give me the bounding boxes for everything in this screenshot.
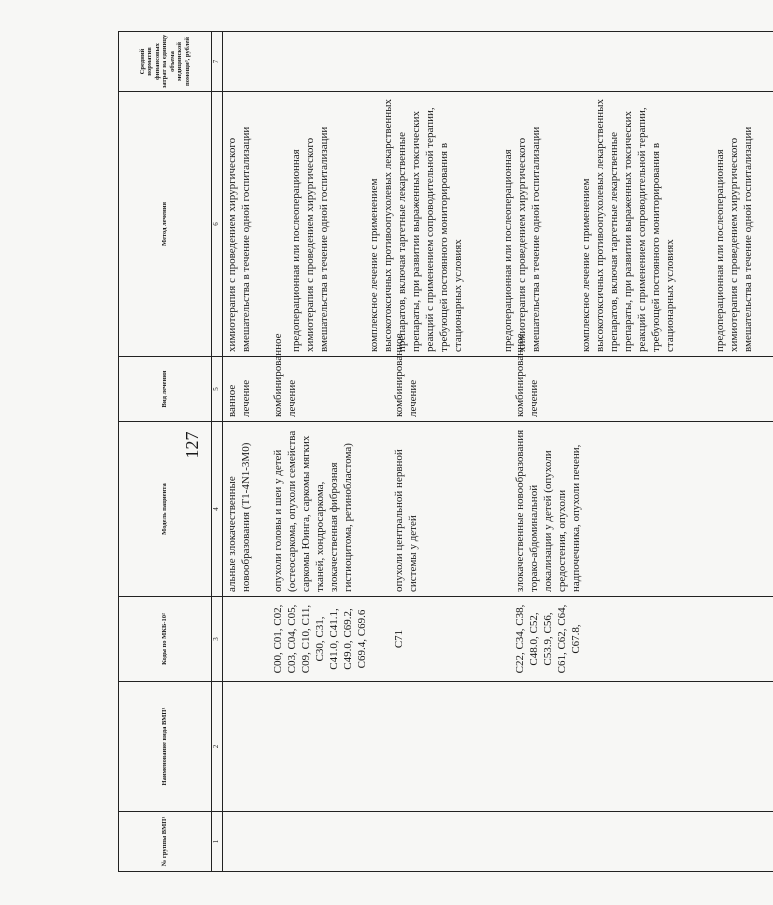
treatment-type: комбинированное лечение bbox=[272, 333, 298, 417]
treatment-method-column bbox=[223, 92, 773, 357]
treatment-type-column bbox=[223, 333, 773, 422]
patient-model-column bbox=[223, 422, 773, 597]
treatment-method: комплексное лечение с применением высокотоксичных противоопухолевых лекарственных препаратов, включая таргетные лекарственные препараты, при развитии выраженных токсических реакций с применением сопроводительной терапии, требующей постоянного мониторирования в стационарных условиях bbox=[368, 98, 464, 352]
patient-model: злокачественные новообразования торако-абдоминальной локализации у детей (опухоли средостения, опухоли надпочечника, опухоли печени, bbox=[514, 429, 582, 592]
patient-model: опухоли головы и шеи у детей (остеосаркома, опухоли семейства саркомы Юинга, саркомы мягких тканей, хондросаркома, злокачественная фиброзная гистиоцитома, ретинобластома) bbox=[272, 430, 354, 592]
treatment-method: химиотерапия с проведением хирургического вмешательства в течение одной госпитализации bbox=[226, 126, 252, 352]
col-number: 5 bbox=[212, 357, 223, 422]
icd-code: C00, C01, C02, C03, C04, C05, C09, C10, C11, C30, C31, C41.0, C41.1, C49.0, C69.2, C69.4, C69.6 bbox=[272, 604, 368, 674]
financial-norm-cell bbox=[223, 32, 773, 92]
col-number: 7 bbox=[212, 32, 223, 92]
treatment-type: ванное лечение bbox=[226, 379, 252, 417]
col-number: 4 bbox=[212, 422, 223, 597]
col-number: 3 bbox=[212, 597, 223, 682]
vmp-name-cell bbox=[223, 682, 773, 812]
medical-care-table bbox=[118, 31, 773, 872]
treatment-method: комплексное лечение с применением высокотоксичных противоопухолевых лекарственных препаратов, включая таргетные лекарственные препараты, при развитии выраженных токсических реакций с применением сопроводительной терапии, требующей постоянного мониторирования в стационарных условиях bbox=[580, 98, 676, 352]
col-number: 1 bbox=[212, 812, 223, 872]
patient-model: опухоли центральной нервной системы у детей bbox=[393, 449, 419, 592]
patient-model: альные злокачественные новообразования (T1-4N1-3M0) bbox=[226, 442, 252, 592]
treatment-method: предоперационная или послеоперационная химиотерапия с проведением хирургического вмешательства в течение одной госпитализации bbox=[714, 126, 754, 352]
header-treatment-type: Вид лечения bbox=[119, 357, 212, 422]
icd-codes-column bbox=[223, 597, 773, 682]
header-icd-codes: Коды по МКБ-10² bbox=[119, 597, 212, 682]
rotated-table-page bbox=[118, 32, 754, 872]
header-group-number: № группы ВМП¹ bbox=[119, 812, 212, 872]
icd-code: C71 bbox=[393, 629, 405, 649]
col-number: 2 bbox=[212, 682, 223, 812]
treatment-method: предоперационная или послеоперационная химиотерапия с проведением хирургического вмешательства в течение одной госпитализации bbox=[502, 126, 542, 352]
col-number: 6 bbox=[212, 92, 223, 357]
treatment-type: комбинированное лечение bbox=[514, 333, 540, 417]
group-number-cell bbox=[223, 812, 773, 872]
icd-code: C22, C34, C38, C48.0, C52, C53.9, C56, C61, C62, C64, C67.8, bbox=[514, 604, 582, 674]
treatment-method: предоперационная или послеоперационная химиотерапия с проведением хирургического вмешательства в течение одной госпитализации bbox=[290, 126, 330, 352]
header-vmp-name: Наименование вида ВМП¹ bbox=[119, 682, 212, 812]
icd-code bbox=[225, 601, 265, 677]
page-number: 127 bbox=[182, 431, 202, 459]
header-treatment-method: Метод лечения bbox=[119, 92, 212, 357]
header-financial-norm: Средний норматив финансовых затрат на единицу объема медицинской помощи³, рублей bbox=[119, 32, 212, 92]
treatment-type: комбинированное лечение bbox=[393, 333, 419, 417]
header-patient-model: Модель пациента bbox=[119, 422, 212, 597]
